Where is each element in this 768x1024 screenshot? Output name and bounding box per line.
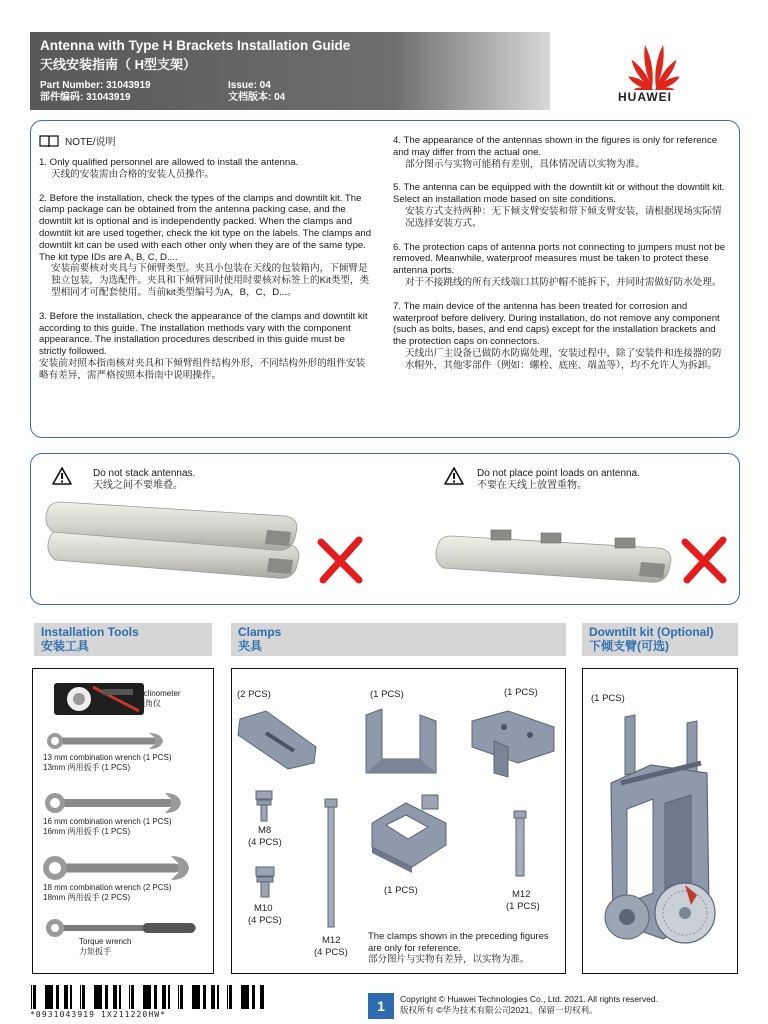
torque-wrench-icon <box>43 917 201 939</box>
note-box <box>30 120 740 438</box>
warning-icon <box>443 466 465 486</box>
warning-stack <box>93 468 195 492</box>
clamp-u-bracket-icon <box>360 707 442 787</box>
clamp-bracket-icon <box>464 707 560 781</box>
tool-wrench-13-cn: 13mm 两用扳手 (1 PCS) <box>43 762 131 772</box>
bolt-m12a-label: M12 <box>322 935 341 946</box>
header-banner <box>30 32 550 110</box>
clamp-d-qty: (1 PCS) <box>384 885 418 896</box>
bolt-m12-long-icon <box>324 797 338 931</box>
clamps-note-en: The clamps shown in the preceding figures are only for reference. <box>368 931 549 954</box>
copyright-en: Copyright © Huawei Technologies Co., Ltd. 2021. All rights reserved. <box>400 994 658 1004</box>
bolt-m10-icon <box>254 865 276 899</box>
warning-load <box>477 468 640 492</box>
loaded-antenna-illustration <box>431 524 676 584</box>
section-tools-en: Installation Tools <box>41 625 139 639</box>
note-heading-text: NOTE/说明 <box>65 137 116 148</box>
bolt-m10-qty: (4 PCS) <box>248 915 282 926</box>
section-installation-tools <box>34 623 212 656</box>
section-downtilt-cn: 下倾支臂(可选) <box>589 639 669 653</box>
section-downtilt-en: Downtilt kit (Optional) <box>589 625 714 639</box>
note-item <box>39 311 373 382</box>
part-number-cn: 部件编码: 31043919 <box>40 92 131 103</box>
note-item-en: 1. Only qualified personnel are allowed to install the antenna. <box>39 157 299 168</box>
issue <box>228 80 285 104</box>
prohibited-cross-icon <box>681 536 729 584</box>
note-item <box>393 301 731 372</box>
bolt-m8-size: M8 <box>258 825 272 836</box>
issue-cn: 文档版本: 04 <box>228 92 286 103</box>
note-item-en: 7. The main device of the antenna has been treated for corrosion and waterproof before delivery. During installation, do not remove any component (such as bolts, bases, and end caps) except for the installation brackets and the protection caps on connectors. <box>393 300 720 348</box>
bolt-m8-qty: (4 PCS) <box>248 837 282 848</box>
tool-torque-wrench-en: Torque wrench <box>79 937 132 946</box>
warning-box <box>30 453 740 605</box>
tool-wrench-16-en: 16 mm combination wrench (1 PCS) <box>43 817 172 826</box>
stacked-antennas-illustration <box>41 500 303 584</box>
huawei-logo <box>612 38 696 108</box>
section-clamps-en: Clamps <box>238 625 282 639</box>
title-cn: 天线安装指南（ H型支架） <box>40 57 197 72</box>
title-en: Antenna with Type H Brackets Installation Guide <box>40 38 351 53</box>
note-item <box>39 193 373 299</box>
prohibited-cross-icon <box>317 536 365 584</box>
tool-wrench-16-cn: 16mm 两用扳手 (1 PCS) <box>43 826 131 836</box>
wrench-18mm-icon <box>41 853 191 883</box>
note-left-column <box>39 157 373 394</box>
downtilt-kit-icon <box>591 713 733 963</box>
barcode-icon <box>30 985 266 1011</box>
note-item-en: 6. The protection caps of antenna ports not connecting to jumpers must not be removed. Meanwhile, waterproof measures must be taken to protect these antenna ports. <box>393 241 726 277</box>
clamp-assembly-icon <box>362 793 450 877</box>
warning-load-cn: 不要在天线上放置重物。 <box>477 480 587 491</box>
clamps-reference-note <box>368 931 558 966</box>
wrench-16mm-icon <box>43 791 183 815</box>
note-item <box>39 157 373 181</box>
note-item <box>393 135 731 170</box>
page-number: 1 <box>368 993 394 1019</box>
issue-en: Issue: 04 <box>228 80 271 91</box>
note-item <box>393 182 731 229</box>
copyright <box>400 994 658 1016</box>
tool-inclinometer-en: Inclinometer <box>137 689 181 698</box>
note-item-cn: 天线的安装需由合格的安装人员操作。 <box>51 168 215 180</box>
tool-wrench-18-en: 18 mm combination wrench (2 PCS) <box>43 883 172 892</box>
note-item-cn: 安装前要核对夹具与下倾臂类型。夹具小包装在天线的包装箱内，下倾臂是独立包装，为选配件。夹具和下倾臂同时使用时要核对标签上的Kit类型，类型相同才可配套使用。当前kit类型编号为A，B，C，D...。 <box>51 263 370 298</box>
brand-wordmark: HUAWEI <box>618 90 672 104</box>
clamps-note-cn: 部分图片与实物有差异，以实物为准。 <box>368 954 530 965</box>
tools-box <box>32 668 214 974</box>
part-number <box>40 80 151 104</box>
book-icon <box>39 134 59 148</box>
note-item <box>393 242 731 289</box>
note-item-cn: 对于不接跳线的所有天线端口其防护帽不能拆下，并同时需做好防水处理。 <box>405 276 722 288</box>
warning-stack-en: Do not stack antennas. <box>93 468 196 479</box>
tool-wrench-13-en: 13 mm combination wrench (1 PCS) <box>43 753 172 762</box>
note-item-en: 2. Before the installation, check the types of the clamps and downtilt kit. The clamp package can be obtained from the antenna packing case, and the downtilt kit is optional and is independently packed. When the clamps and downtilt kit are used together, check the kit type on the labels. The clamps and downtilt kit can be used with each other only when they are of the same type. The kit type IDs are A, B, C, D.... <box>39 192 372 263</box>
warning-icon <box>51 466 73 486</box>
downtilt-box <box>582 668 738 974</box>
tool-wrench-18-cn: 18mm 两用扳手 (2 PCS) <box>43 892 131 902</box>
clamps-box <box>231 668 566 974</box>
bolt-m8-label <box>258 825 271 836</box>
bolt-m12a-qty: (4 PCS) <box>314 947 348 958</box>
note-item-cn: 天线出厂主设备已做防水防腐处理，安装过程中，除了安装件和连接器的防水帽外，其他零部件（例如：螺栓、底座、端盖等），均不允许人为拆卸。 <box>405 347 722 371</box>
part-number-en: Part Number: 31043919 <box>40 80 151 91</box>
bolt-m12b-label: M12 <box>512 889 531 900</box>
clamp-b-qty: (1 PCS) <box>370 689 404 700</box>
note-right-column <box>393 135 731 384</box>
note-item-en: 3. Before the installation, check the appearance of the clamps and downtilt kit according to this guide. The installation methods vary with the component appearance. The installation procedures described in this guide must be strictly followed. <box>39 310 368 358</box>
section-tools-cn: 安装工具 <box>41 639 90 653</box>
note-item-en: 4. The appearance of the antennas shown in the figures is only for reference and may differ from the actual one. <box>393 135 718 158</box>
tool-torque-wrench-label <box>79 937 131 956</box>
note-item-cn: 安装方式支持两种：无下倾支臂安装和带下倾支臂安装，请根据现场实际情况选择安装方式。 <box>405 205 722 229</box>
tool-inclinometer-cn: 倾角仪 <box>137 698 161 708</box>
tool-torque-wrench-cn: 力矩扳手 <box>79 946 111 956</box>
note-item-cn: 部分图示与实物可能稍有差别，具体情况请以实物为准。 <box>405 158 645 170</box>
bolt-m12b-qty: (1 PCS) <box>506 901 540 912</box>
tool-wrench-16-label <box>43 817 172 836</box>
bolt-m8-icon <box>254 789 274 823</box>
section-clamps-cn: 夹具 <box>238 639 263 653</box>
warning-load-en: Do not place point loads on antenna. <box>477 468 640 479</box>
bolt-m12-short-icon <box>512 809 528 879</box>
downtilt-qty: (1 PCS) <box>591 693 625 704</box>
clamp-plate-icon <box>236 707 320 771</box>
huawei-petals-icon <box>612 38 696 90</box>
clamp-c-qty: (1 PCS) <box>504 687 538 698</box>
note-item-cn: 安装前对照本指南核对夹具和下倾臂组件结构外形，不同结构外形的组件安装略有差异，需严格按照本指南中说明操作。 <box>39 357 366 381</box>
clamp-a-qty: (2 PCS) <box>237 689 271 700</box>
wrench-13mm-icon <box>45 731 165 751</box>
note-item-en: 5. The antenna can be equipped with the downtilt kit or without the downtilt kit. Select an installation mode based on site conditions. <box>393 182 725 206</box>
note-heading <box>39 133 116 148</box>
barcode-text: *0931043919 1X211220HW* <box>30 1010 167 1019</box>
inclinometer-icon <box>53 681 145 717</box>
tool-wrench-13-label <box>43 753 172 772</box>
tool-inclinometer-label <box>137 689 181 708</box>
section-clamps <box>231 623 566 656</box>
bolt-m10-label: M10 <box>254 903 273 914</box>
copyright-cn: 版权所有 ©华为技术有限公司2021。保留一切权利。 <box>400 1005 598 1015</box>
warning-stack-cn: 天线之间不要堆叠。 <box>93 480 183 491</box>
section-downtilt-kit <box>582 623 738 656</box>
tool-wrench-18-label <box>43 883 172 902</box>
